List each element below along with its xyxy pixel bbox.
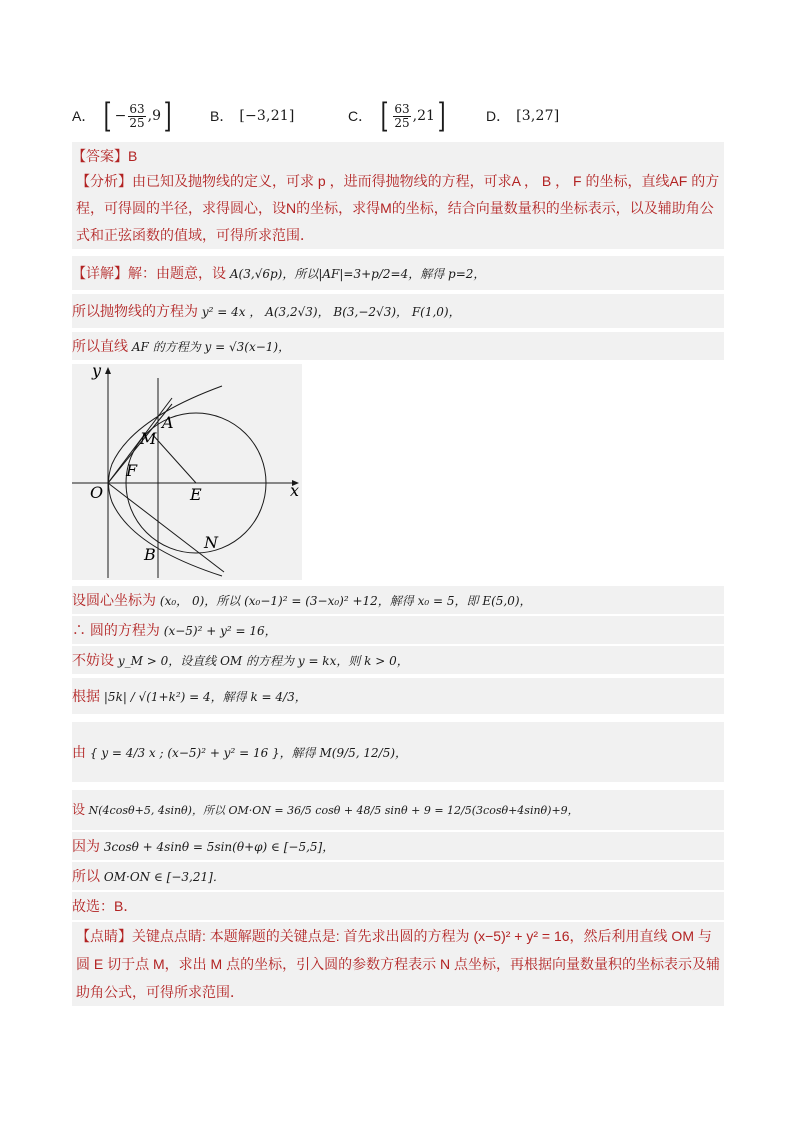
choice-b[interactable]: [210, 96, 295, 136]
detail-text: 所以: [72, 868, 100, 884]
detail-math: N(4cosθ+5, 4sinθ)，所以 OM·ON = 36/5 cosθ + 48/5 sinθ + 9 = 12/5(3cosθ+4sinθ)+9，: [88, 804, 579, 817]
detail-text: 设圆心坐标为: [72, 592, 156, 608]
detail-math: { y = 4/3 x ; (x−5)² + y² = 16 }，解得 M(9/5, 12/5)，: [89, 746, 408, 760]
fraction: [393, 103, 410, 130]
answer-tag: 【答案】: [72, 148, 128, 164]
detail-text: 设: [72, 802, 86, 817]
detail-math: y² = 4x ， A(3,2√3)， B(3,−2√3)， F(1,0)，: [201, 305, 461, 319]
detail-after-6: [72, 790, 724, 830]
detail-line-1: [72, 256, 724, 290]
keypoint-block: [72, 922, 724, 1006]
choice-c[interactable]: [348, 96, 448, 136]
detail-after-9: [72, 892, 724, 920]
detail-after-1: [72, 586, 724, 614]
detail-line-2: [72, 294, 724, 328]
detail-after-4: [72, 678, 724, 714]
answer-line: [72, 142, 724, 170]
line-me: [152, 434, 196, 483]
choice-label: D．: [486, 108, 511, 124]
detail-after-3: [72, 646, 724, 674]
fraction: [128, 103, 145, 130]
analysis-text: 由已知及抛物线的定义，可求 p ，进而得抛物线的方程，可求A ， B ， F 的坐标，直线AF 的方程，可得圆的半径，求得圆心，设N的坐标，求得M的坐标，结合向量数量积的坐标表示，以及辅助角公式和正弦函数的值域，可得所求范围．: [76, 173, 720, 243]
label-a: A: [162, 413, 174, 432]
detail-after-5: [72, 722, 724, 782]
detail-math: A(3,√6p)，所以|AF|=3+p/2=4，解得 p=2，: [229, 267, 486, 281]
choices-row: [72, 96, 732, 136]
detail-math: 3cosθ + 4sinθ = 5sin(θ+φ) ∈ [−5,5]，: [103, 840, 335, 854]
label-b: B: [144, 545, 156, 564]
choice-value: [ − $\frac{63}{25}$ ,9 ]: [103, 96, 172, 136]
answer-text: B: [128, 148, 138, 164]
fraction-denominator: 25: [394, 115, 410, 130]
detail-math: |5k| / √(1+k²) = 4，解得 k = 4/3，: [103, 690, 307, 704]
choice-d[interactable]: [486, 96, 559, 136]
detail-text: 所以抛物线的方程为: [72, 303, 198, 319]
geometry-figure: [72, 364, 302, 580]
detail-text: 故选：B．: [72, 898, 138, 914]
choice-label: A．: [72, 108, 96, 124]
detail-text: 因为: [72, 838, 100, 854]
detail-math: OM·ON ∈ [−3,21]．: [103, 870, 225, 884]
label-x: x: [290, 481, 300, 500]
choice-label: B．: [210, 108, 234, 124]
detail-text: 根据: [72, 688, 100, 704]
detail-text: 由: [72, 744, 86, 760]
choice-a[interactable]: [72, 96, 174, 136]
choice-value: [ $\frac{63}{25}$ ,21 ]: [380, 96, 446, 136]
label-o: O: [90, 483, 104, 502]
label-n: N: [204, 533, 218, 552]
analysis-tag: 【分析】: [76, 173, 132, 189]
detail-math: (x−5)² + y² = 16，: [163, 624, 277, 638]
choice-value: [−3,21]: [239, 108, 295, 124]
label-f: F: [126, 461, 138, 480]
detail-after-8: [72, 862, 724, 890]
detail-math: y_M > 0，设直线 OM 的方程为 y = kx，则 k > 0，: [117, 654, 409, 668]
detail-text: ∴ 圆的方程为: [72, 622, 160, 638]
detail-after-2: [72, 616, 724, 644]
label-y: y: [92, 364, 102, 380]
line-on: [108, 483, 224, 572]
fraction-denominator: 25: [129, 115, 145, 130]
detail-text: 解：由题意，设: [128, 265, 226, 281]
fraction-numerator: 63: [394, 101, 410, 116]
label-m: M: [140, 429, 157, 448]
label-e: E: [190, 485, 202, 504]
analysis-block: [72, 168, 724, 249]
keypoint-text: 关键点点睛: 本题解题的关键点是: 首先求出圆的方程为 (x−5)² + y² = 16，然后利用直线 OM 与圆 E 切于点 M，求出 M 点的坐标，引入圆的参数方程表示 N 点坐标，再根据向量数量积的坐标表示及辅助角公式，可得所求范围．: [76, 928, 720, 1000]
detail-text: 不妨设: [72, 652, 114, 668]
choice-label: C．: [348, 108, 373, 124]
detail-math: AF 的方程为 y = √3(x−1)，: [131, 340, 291, 354]
keypoint-tag: 【点睛】: [76, 928, 132, 944]
choice-value: [3,27]: [516, 108, 560, 124]
detail-tag: 【详解】: [72, 265, 128, 281]
detail-after-7: [72, 832, 724, 860]
detail-text: 所以直线: [72, 338, 128, 354]
detail-math: (x₀， 0)，所以 (x₀−1)² = (3−x₀)² +12，解得 x₀ = 5，即 E(5,0)，: [159, 594, 532, 608]
fraction-numerator: 63: [129, 101, 145, 116]
detail-line-3: [72, 332, 724, 360]
